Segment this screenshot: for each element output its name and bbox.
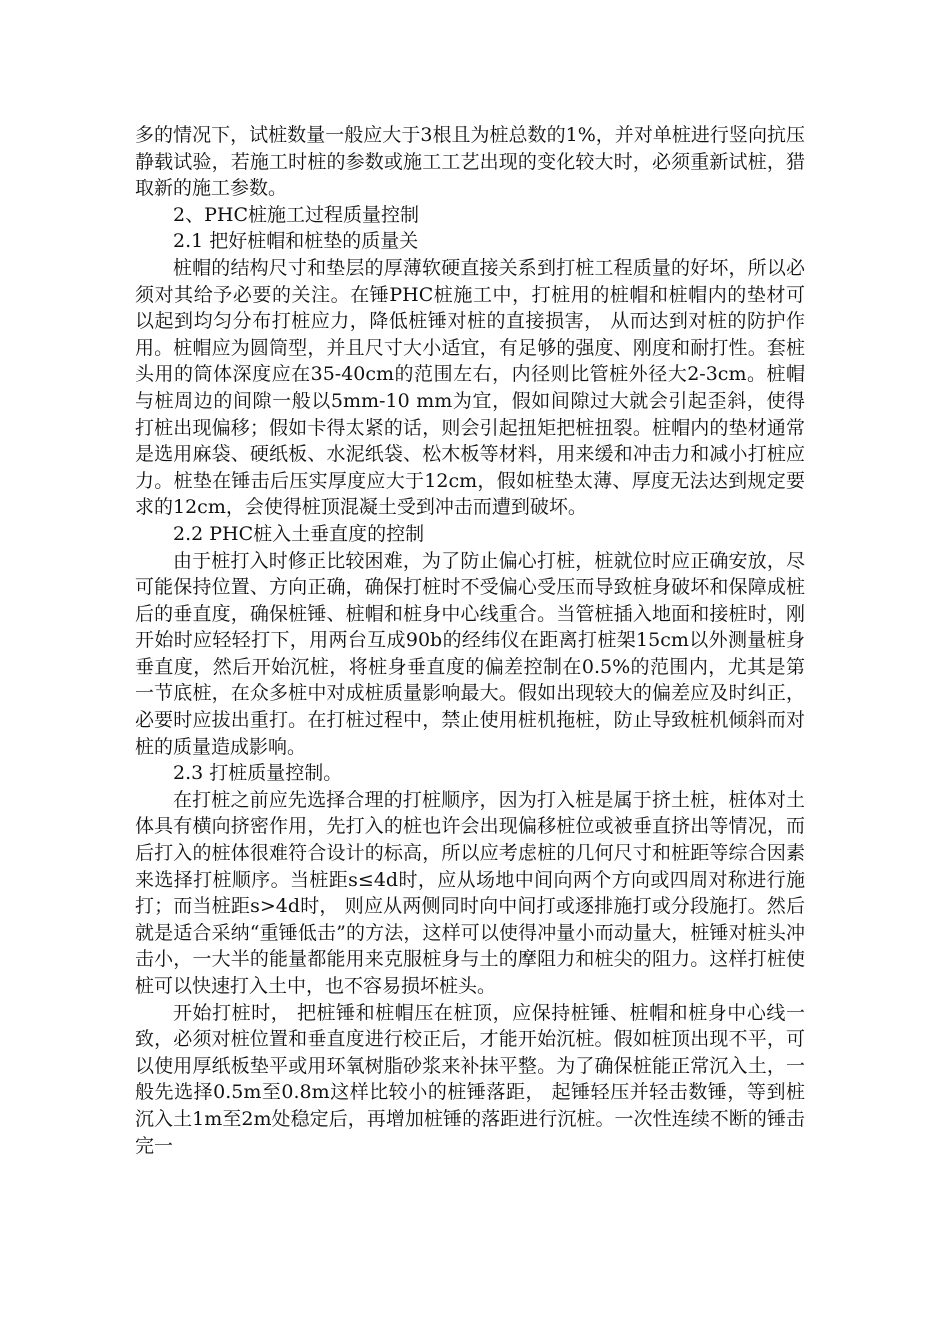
section-heading-2: 2、PHC桩施工过程质量控制 — [173, 203, 419, 226]
subsection-heading-2-2: 2.2 PHC桩入土垂直度的控制 — [173, 522, 425, 545]
paragraph-driving-order: 在打桩之前应先选择合理的打桩顺序，因为打入桩是属于挤土桩，桩体对土体具有横向挤密作用，先打入的桩也许会出现偏移桩位或被垂直挤出等情况，而后打入的桩体很难符合设计的标高，所以应考虑桩的几何尺寸和桩距等综合因素来选择打桩顺序。当桩距s≤4d时，应从场地中间向两个方向或四周对称进行施打；而当桩距s>4d时， 则应从两侧同时向中间打或逐排施打或分段施打。然后就是适合采纳“重锤低击”的方法，这样可以使得冲量小而动量大，桩锤对桩头冲击小，一大半的能量都能用来克服桩身与土的摩阻力和桩尖的阻力。这样打桩使桩可以快速打入土中，也不容易损坏桩头。 — [135, 788, 805, 997]
paragraph-pile-cap: 桩帽的结构尺寸和垫层的厚薄软硬直接关系到打桩工程质量的好坏，所以必须对其给予必要的关注。在锤PHC桩施工中，打桩用的桩帽和桩帽内的垫材可以起到均匀分布打桩应力，降低桩锤对桩的直接损害， 从而达到对桩的防护作用。桩帽应为圆筒型，并且尺寸大小适宜，有足够的强度、刚度和耐打性。套桩头用的筒体深度应在35-40cm的范围左右，内径则比管桩外径大2-3cm。桩帽与桩周边的间隙一般以5mm-10 mm为宜，假如间隙过大就会引起歪斜，使得打桩出现偏移；假如卡得太紧的话，则会引起扭矩把桩扭裂。桩帽内的垫材通常是选用麻袋、硬纸板、水泥纸袋、松木板等材料，用来缓和冲击力和减小打桩应力。桩垫在锤击后压实厚度应大于12cm，假如桩垫太薄、厚度无法达到规定要求的12cm，会使得桩顶混凝土受到冲击而遭到破坏。 — [135, 256, 805, 519]
subsection-heading-2-3: 2.3 打桩质量控制。 — [173, 762, 343, 785]
paragraph-start-driving: 开始打桩时， 把桩锤和桩帽压在桩顶，应保持桩锤、桩帽和桩身中心线一致，必须对桩位置和垂直度进行校正后，才能开始沉桩。假如桩顶出现不平，可以使用厚纸板垫平或用环氧树脂砂浆来补抹平整。为了确保桩能正常沉入土，一般先选择0.5m至0.8m这样比较小的桩锤落距， 起锤轻压并轻击数锤，等到桩沉入土1m至2m处稳定后，再增加桩锤的落距进行沉桩。一次性连续不断的锤击完一 — [135, 1001, 805, 1157]
subsection-heading-2-1: 2.1 把好桩帽和桩垫的质量关 — [173, 230, 419, 253]
document-page — [135, 122, 805, 1159]
paragraph-verticality: 由于桩打入时修正比较困难，为了防止偏心打桩，桩就位时应正确安放，尽可能保持位置、方向正确，确保打桩时不受偏心受压而导致桩身破坏和保障成桩后的垂直度，确保桩锤、桩帽和桩身中心线重合。当管桩插入地面和接桩时，刚开始时应轻轻打下，用两台互成90b的经纬仪在距离打桩架15cm以外测量桩身垂直度，然后开始沉桩，将桩身垂直度的偏差控制在0.5%的范围内，尤其是第一节底桩，在众多桩中对成桩质量影响最大。假如出现较大的偏差应及时纠正，必要时应拔出重打。在打桩过程中，禁止使用桩机拖桩，防止导致桩机倾斜而对桩的质量造成影响。 — [135, 549, 805, 758]
paragraph-trial-pile: 多的情况下，试桩数量一般应大于3根且为桩总数的1%，并对单桩进行竖向抗压静载试验，若施工时桩的参数或施工工艺出现的变化较大时，必须重新试桩，猎取新的施工参数。 — [135, 124, 805, 200]
